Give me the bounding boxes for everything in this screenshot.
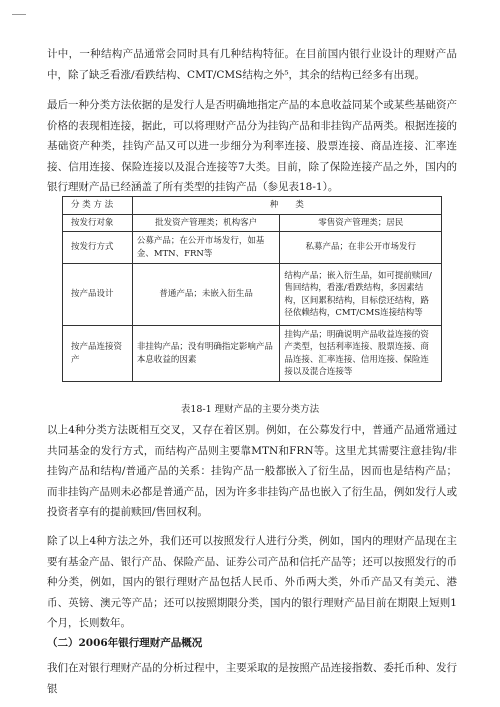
section-heading: （二）2006年银行理财产品概况 [47, 637, 203, 649]
table-cell-method: 按产品连接资产 [63, 326, 133, 382]
table-caption: 表18-1 理财产品的主要分类方法 [180, 404, 320, 415]
table-cell-type-a: 公募产品；在公开市场发行，如基金、MTN、FRN等 [132, 232, 280, 264]
table-row [63, 326, 442, 382]
table-cell-type-b: 结构产品；嵌入衍生品，如可提前赎回/售回结构，看涨/看跌结构，多因素结构，区间累积结构，目标偿还结构，路径依赖结构，CMT/CMS连接结构等 [280, 264, 442, 326]
table-row [63, 232, 442, 264]
paragraph-method-relations: 以上4种分类方法既相互交叉，又存在着区别。例如，在公募发行中，普通产品通常通过共同基金的发行方式，而结构产品则主要靠MTN和FRN等。这里尤其需要注意挂钩/非挂钩产品和结构/普通产品的关系：挂钩产品一般都嵌入了衍生品，因而也是结构产品；而非挂钩产品则未必都是普通产品，因为许多非挂钩产品也嵌入了衍生品，例如发行人或投资者享有的提前赎回/售回权利。 [47, 424, 457, 518]
table-cell-method: 按产品设计 [63, 264, 133, 326]
header-rule [12, 14, 26, 15]
table-cell-type-b: 私募产品；在非公开市场发行 [280, 232, 442, 264]
paragraph-other-methods: 除了以上4种方法之外，我们还可以按照发行人进行分类，例如，国内的理财产品现在主要有基金产品、银行产品、保险产品、证券公司产品和信托产品等；还可以按照发行的币种分类，例如，国内的银行理财产品包括人民币、外币两大类，外币产品又有美元、港币、英镑、澳元等产品；还可以按照期限分类，国内的银行理财产品目前在期限上短则1个月，长则数年。 [47, 535, 457, 629]
table-cell-type-b: 零售资产管理类；居民 [280, 214, 442, 232]
table-cell-type-b: 挂钩产品；明确说明产品收益连接的资产类型，包括利率连接、股票连接、商品连接、汇率连接、信用连接、保险连接以及混合连接等 [280, 326, 442, 382]
table-cell-method: 按发行方式 [63, 232, 133, 264]
table-row [63, 214, 442, 232]
table-row [63, 264, 442, 326]
table-cell-type-a: 普通产品；未嵌入衍生品 [132, 264, 280, 326]
table-cell-type-a: 批发资产管理类；机构客户 [132, 214, 280, 232]
paragraph-analysis: 我们在对银行理财产品的分析过程中，主要采取的是按照产品连接指数、委托币种、发行银 [47, 662, 457, 695]
table-cell-type-a: 非挂钩产品；没有明确指定影响产品本息收益的因素 [132, 326, 280, 382]
table-header-type: 种 类 [132, 197, 441, 215]
table-cell-method: 按发行对象 [63, 214, 133, 232]
table-header-method: 分 类 方 法 [63, 197, 133, 215]
table-header-row [63, 197, 442, 215]
classification-table [62, 196, 442, 382]
paragraph-structure-features: 计中，一种结构产品通常会同时具有几种结构特征。在目前国内银行业设计的理财产品中，除了缺乏看涨/看跌结构、CMT/CMS结构之外⁵，其余的结构已经多有出现。 [47, 48, 457, 81]
paragraph-linked-products: 最后一种分类方法依据的是发行人是否明确地指定产品的本息收益同某个或某些基础资产价格的表现相连接，据此，可以将理财产品分为挂钩产品和非挂钩产品两类。根据连接的基础资产种类，挂钩产品又可以进一步细分为利率连接、股票连接、商品连接、汇率连接、信用连接、保险连接以及混合连接等7大类。目前，除了保险连接产品之外，国内的银行理财产品已经涵盖了所有类型的挂钩产品（参见表18-1）。 [47, 99, 457, 193]
